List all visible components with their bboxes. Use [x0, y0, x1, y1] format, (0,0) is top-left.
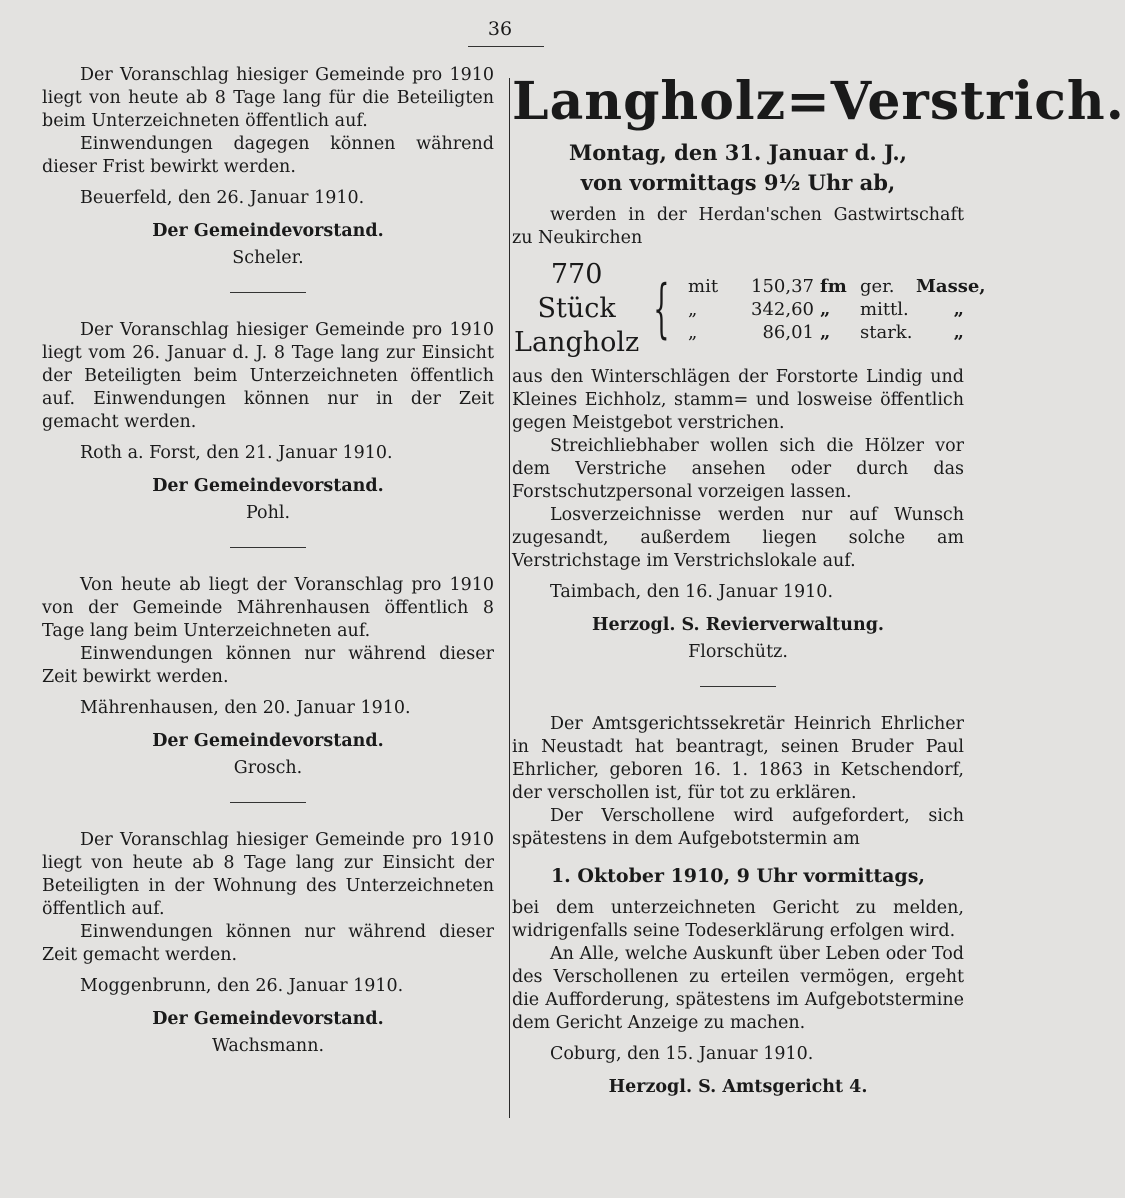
notice-separator	[700, 686, 776, 687]
auction-paragraph: aus den Winterschlägen der Forstorte Lindig und Kleines Eichholz, stamm= und losweise öffentlich gegen Meistgebot verstrichen.	[512, 367, 964, 433]
lot-row-amount: 86,01	[762, 321, 814, 343]
lot-row-label: „	[953, 298, 964, 320]
auction-signer: Florschütz.	[688, 642, 788, 662]
lot-type: Langholz	[514, 327, 640, 358]
notice-place-date: Beuerfeld, den 26. Januar 1910.	[80, 188, 365, 208]
notice-signatory: Der Gemeindevorstand.	[152, 476, 384, 496]
lot-row-amount: 150,37	[751, 275, 814, 297]
notice-paragraph: Der Voranschlag hiesiger Gemeinde pro 1910 liegt von heute ab 8 Tage lang zur Einsicht der Beteiligten in der Wohnung des Unterzeichneten öffentlich auf.	[42, 830, 494, 919]
budget-notice-maehrenhausen	[42, 574, 494, 780]
page-number: 36	[487, 18, 513, 40]
lot-row-grade: stark.	[860, 321, 913, 343]
timber-auction-notice	[512, 71, 1125, 664]
notice-paragraph: Einwendungen können nur während dieser Zeit gemacht werden.	[42, 922, 494, 965]
notice-separator	[230, 802, 306, 803]
lot-row-prefix: mit	[688, 275, 719, 297]
lot-row-unit: fm	[820, 275, 847, 297]
lot-row-prefix: „	[688, 298, 698, 320]
notice-signatory: Der Gemeindevorstand.	[152, 1009, 384, 1029]
lot-row-unit: „	[820, 321, 831, 343]
auction-intro: werden in der Herdan'schen Gastwirtschaft zu Neukirchen	[512, 205, 964, 248]
notice-paragraph: Der Voranschlag hiesiger Gemeinde pro 1910 liegt vom 26. Januar d. J. 8 Tage lang zur Einsicht der Beteiligten beim Unterzeichneten öffentlich auf. Einwendungen können nur in der Zeit gemacht werden.	[42, 320, 494, 432]
court-paragraph: An Alle, welche Auskunft über Leben oder Tod des Verschollenen zu erteilen vermögen, ergeht die Aufforderung, spätestens im Aufgebotstermine dem Gericht Anzeige zu machen.	[512, 944, 964, 1033]
court-paragraph: Der Amtsgerichtssekretär Heinrich Ehrlicher in Neustadt hat beantragt, seinen Bruder Paul Ehrlicher, geboren 16. 1. 1863 in Ketschendorf, der verschollen ist, für tot zu erklären.	[512, 714, 964, 803]
auction-signatory: Herzogl. S. Revierverwaltung.	[591, 615, 885, 635]
court-deadline: 1. Oktober 1910, 9 Uhr vormittags,	[550, 865, 926, 887]
lot-table	[512, 258, 986, 360]
lot-row	[688, 275, 986, 298]
lot-row-unit: „	[820, 298, 831, 320]
notice-place-date: Roth a. Forst, den 21. Januar 1910.	[80, 443, 393, 463]
court-declaration-notice	[512, 713, 964, 1099]
budget-notice-roth	[42, 319, 494, 525]
court-paragraph: bei dem unterzeichneten Gericht zu melden, widrigenfalls seine Todeserklärung erfolgen wird.	[512, 898, 964, 941]
auction-paragraph: Streichliebhaber wollen sich die Hölzer vor dem Verstriche ansehen oder durch das Forstschutzpersonal vorzeigen lassen.	[512, 436, 964, 502]
notice-signer: Grosch.	[233, 758, 303, 778]
auction-date-line: Montag, den 31. Januar d. J.,	[569, 140, 907, 165]
notice-paragraph: Von heute ab liegt der Voranschlag pro 1910 von der Gemeinde Mährenhausen öffentlich 8 Tage lang beim Unterzeichneten auf.	[42, 575, 494, 641]
lot-row-grade: mittl.	[860, 298, 909, 320]
notice-paragraph: Einwendungen können nur während dieser Zeit bewirkt werden.	[42, 644, 494, 687]
auction-place-date: Taimbach, den 16. Januar 1910.	[550, 582, 834, 602]
notice-paragraph: Der Voranschlag hiesiger Gemeinde pro 1910 liegt von heute ab 8 Tage lang für die Beteiligten beim Unterzeichneten öffentlich auf.	[42, 65, 494, 131]
notice-paragraph: Einwendungen dagegen können während dieser Frist bewirkt werden.	[42, 134, 494, 177]
notice-place-date: Moggenbrunn, den 26. Januar 1910.	[80, 976, 404, 996]
brace-icon: {	[653, 272, 670, 346]
lot-quantity: 770 Stück	[537, 259, 616, 324]
notice-signer: Scheler.	[232, 248, 304, 268]
court-place-date: Coburg, den 15. Januar 1910.	[550, 1044, 814, 1064]
lot-row-prefix: „	[688, 321, 698, 343]
lot-row	[688, 298, 964, 321]
notice-separator	[230, 292, 306, 293]
left-column	[42, 64, 494, 1058]
auction-time-line: von vormittags 9½ Uhr ab,	[580, 170, 896, 195]
lot-row-grade: ger.	[860, 275, 895, 297]
court-paragraph: Der Verschollene wird aufgefordert, sich spätestens in dem Aufgebotstermin am	[512, 806, 964, 849]
budget-notice-beuerfeld	[42, 64, 494, 270]
lot-row-amount: 342,60	[751, 298, 814, 320]
header-rule	[468, 46, 544, 47]
lot-rows	[688, 275, 986, 344]
budget-notice-moggenbrunn	[42, 829, 494, 1058]
notice-separator	[230, 547, 306, 548]
notice-signatory: Der Gemeindevorstand.	[152, 221, 384, 241]
lot-row-label: Masse,	[916, 275, 986, 297]
notice-signer: Pohl.	[245, 503, 291, 523]
right-column	[512, 64, 1125, 1099]
auction-paragraph: Losverzeichnisse werden nur auf Wunsch zugesandt, außerdem liegen solche am Verstrichstage im Verstrichslokale auf.	[512, 505, 964, 571]
column-divider	[509, 78, 510, 1118]
lot-row-label: „	[953, 321, 964, 343]
lot-description	[512, 258, 641, 360]
lot-row	[688, 321, 964, 344]
court-signatory: Herzogl. S. Amtsgericht 4.	[608, 1077, 868, 1097]
notice-signer: Wachsmann.	[211, 1036, 325, 1056]
notice-place-date: Mährenhausen, den 20. Januar 1910.	[80, 698, 411, 718]
notice-signatory: Der Gemeindevorstand.	[152, 731, 384, 751]
auction-headline: Langholz=Verstrich.	[512, 71, 1125, 132]
